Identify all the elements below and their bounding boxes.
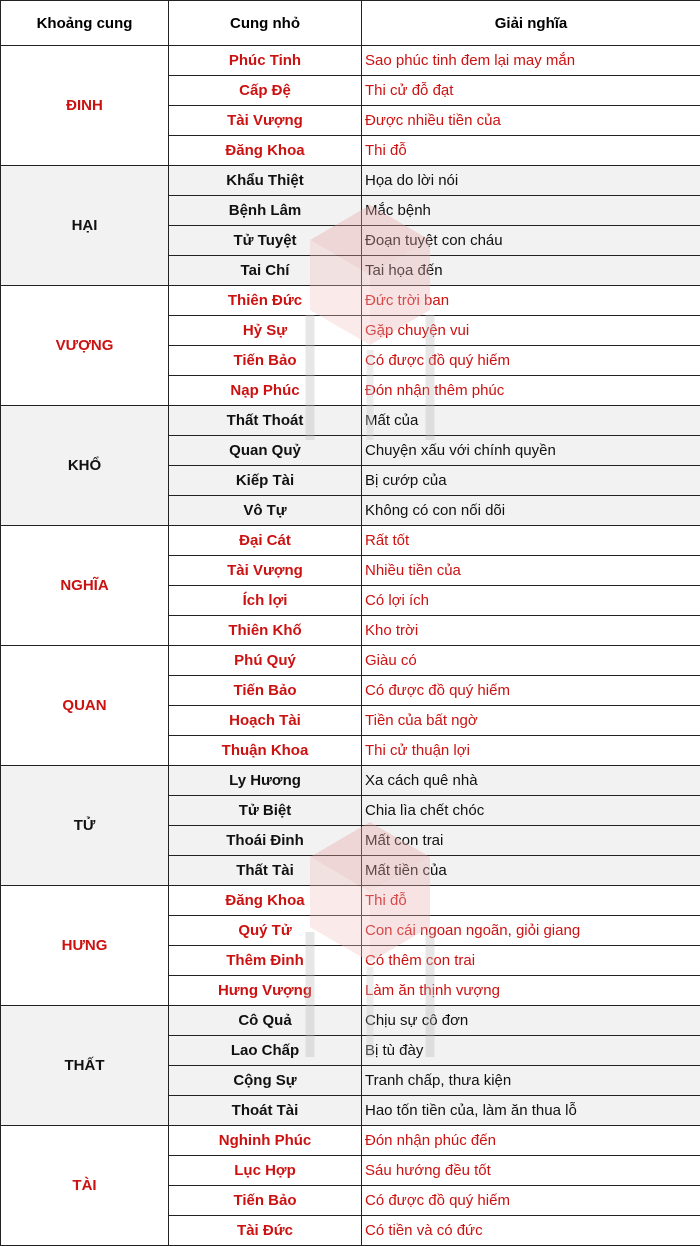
meaning: Bị tù đày	[362, 1036, 700, 1066]
meaning: Có được đồ quý hiếm	[362, 676, 700, 706]
meaning: Chuyện xấu với chính quyền	[362, 436, 700, 466]
meaning: Sáu hướng đều tốt	[362, 1156, 700, 1186]
sub-palace: Hưng Vượng	[169, 976, 362, 1006]
group-name: NGHĨA	[1, 526, 169, 646]
header-giai-nghia: Giải nghĩa	[362, 1, 700, 46]
sub-palace: Tài Vượng	[169, 556, 362, 586]
sub-palace: Thuận Khoa	[169, 736, 362, 766]
group-name: HẠI	[1, 166, 169, 286]
meaning: Được nhiều tiền của	[362, 106, 700, 136]
group-name: ĐINH	[1, 46, 169, 166]
table-row	[1, 886, 700, 916]
sub-palace: Nạp Phúc	[169, 376, 362, 406]
meaning: Chịu sự cô đơn	[362, 1006, 700, 1036]
meaning: Thi cử thuận lợi	[362, 736, 700, 766]
sub-palace: Phúc Tinh	[169, 46, 362, 76]
group-4	[1, 526, 700, 646]
meaning: Tai họa đến	[362, 256, 700, 286]
meaning: Họa do lời nói	[362, 166, 700, 196]
sub-palace: Đăng Khoa	[169, 886, 362, 916]
group-name: THẤT	[1, 1006, 169, 1126]
header-cung-nho: Cung nhỏ	[169, 1, 362, 46]
meaning: Nhiều tiền của	[362, 556, 700, 586]
sub-palace: Khẩu Thiệt	[169, 166, 362, 196]
sub-palace: Vô Tự	[169, 496, 362, 526]
meaning: Con cái ngoan ngoãn, giỏi giang	[362, 916, 700, 946]
sub-palace: Thoái Đinh	[169, 826, 362, 856]
sub-palace: Lao Chấp	[169, 1036, 362, 1066]
meaning: Kho trời	[362, 616, 700, 646]
table-row	[1, 166, 700, 196]
group-6	[1, 766, 700, 886]
group-5	[1, 646, 700, 766]
meaning: Mất của	[362, 406, 700, 436]
table-row	[1, 1006, 700, 1036]
meaning: Có thêm con trai	[362, 946, 700, 976]
meaning: Thi cử đỗ đạt	[362, 76, 700, 106]
table-row	[1, 286, 700, 316]
meaning: Mất con trai	[362, 826, 700, 856]
sub-palace: Thất Tài	[169, 856, 362, 886]
meaning: Đón nhận thêm phúc	[362, 376, 700, 406]
sub-palace: Thiên Khố	[169, 616, 362, 646]
meaning: Thi đỗ	[362, 136, 700, 166]
meaning: Có lợi ích	[362, 586, 700, 616]
group-8	[1, 1006, 700, 1126]
table-row	[1, 646, 700, 676]
meaning: Đoạn tuyệt con cháu	[362, 226, 700, 256]
sub-palace: Quý Tử	[169, 916, 362, 946]
group-9	[1, 1126, 700, 1246]
meaning: Có được đồ quý hiếm	[362, 346, 700, 376]
table-row	[1, 1126, 700, 1156]
meaning: Mất tiền của	[362, 856, 700, 886]
sub-palace: Cộng Sự	[169, 1066, 362, 1096]
meaning: Hao tốn tiền của, làm ăn thua lỗ	[362, 1096, 700, 1126]
sub-palace: Thất Thoát	[169, 406, 362, 436]
sub-palace: Hỷ Sự	[169, 316, 362, 346]
meaning: Sao phúc tinh đem lại may mắn	[362, 46, 700, 76]
meaning: Chia lìa chết chóc	[362, 796, 700, 826]
sub-palace: Thêm Đinh	[169, 946, 362, 976]
meaning: Làm ăn thịnh vượng	[362, 976, 700, 1006]
meaning: Bị cướp của	[362, 466, 700, 496]
meaning: Gặp chuyện vui	[362, 316, 700, 346]
group-name: KHỔ	[1, 406, 169, 526]
meaning: Giàu có	[362, 646, 700, 676]
meaning: Thi đỗ	[362, 886, 700, 916]
sub-palace: Tử Biệt	[169, 796, 362, 826]
sub-palace: Ích lợi	[169, 586, 362, 616]
group-1	[1, 166, 700, 286]
table-row	[1, 766, 700, 796]
group-name: TỬ	[1, 766, 169, 886]
meaning: Tiền của bất ngờ	[362, 706, 700, 736]
sub-palace: Tài Vượng	[169, 106, 362, 136]
sub-palace: Cấp Đệ	[169, 76, 362, 106]
sub-palace: Tiến Bảo	[169, 1186, 362, 1216]
sub-palace: Quan Quỷ	[169, 436, 362, 466]
group-name: VƯỢNG	[1, 286, 169, 406]
table-row	[1, 46, 700, 76]
header-row	[1, 1, 700, 46]
table-row	[1, 526, 700, 556]
group-7	[1, 886, 700, 1006]
group-0	[1, 46, 700, 166]
sub-palace: Tiến Bảo	[169, 346, 362, 376]
group-name: HƯNG	[1, 886, 169, 1006]
group-name: QUAN	[1, 646, 169, 766]
sub-palace: Đại Cát	[169, 526, 362, 556]
sub-palace: Nghinh Phúc	[169, 1126, 362, 1156]
sub-palace: Phú Quý	[169, 646, 362, 676]
meaning: Có được đồ quý hiếm	[362, 1186, 700, 1216]
meaning: Không có con nối dõi	[362, 496, 700, 526]
meaning: Đức trời ban	[362, 286, 700, 316]
meaning: Xa cách quê nhà	[362, 766, 700, 796]
sub-palace: Tai Chí	[169, 256, 362, 286]
sub-palace: Tài Đức	[169, 1216, 362, 1246]
header-khoang-cung: Khoảng cung	[1, 1, 169, 46]
sub-palace: Bệnh Lâm	[169, 196, 362, 226]
meaning: Mắc bệnh	[362, 196, 700, 226]
meaning: Tranh chấp, thưa kiện	[362, 1066, 700, 1096]
sub-palace: Kiếp Tài	[169, 466, 362, 496]
meaning: Rất tốt	[362, 526, 700, 556]
table-row	[1, 406, 700, 436]
sub-palace: Tử Tuyệt	[169, 226, 362, 256]
sub-palace: Thiên Đức	[169, 286, 362, 316]
group-2	[1, 286, 700, 406]
sub-palace: Lục Hợp	[169, 1156, 362, 1186]
group-name: TÀI	[1, 1126, 169, 1246]
sub-palace: Tiến Bảo	[169, 676, 362, 706]
sub-palace: Hoạch Tài	[169, 706, 362, 736]
meaning: Đón nhận phúc đến	[362, 1126, 700, 1156]
group-3	[1, 406, 700, 526]
sub-palace: Đăng Khoa	[169, 136, 362, 166]
sub-palace: Ly Hương	[169, 766, 362, 796]
sub-palace: Thoát Tài	[169, 1096, 362, 1126]
meaning: Có tiền và có đức	[362, 1216, 700, 1246]
sub-palace: Cô Quả	[169, 1006, 362, 1036]
